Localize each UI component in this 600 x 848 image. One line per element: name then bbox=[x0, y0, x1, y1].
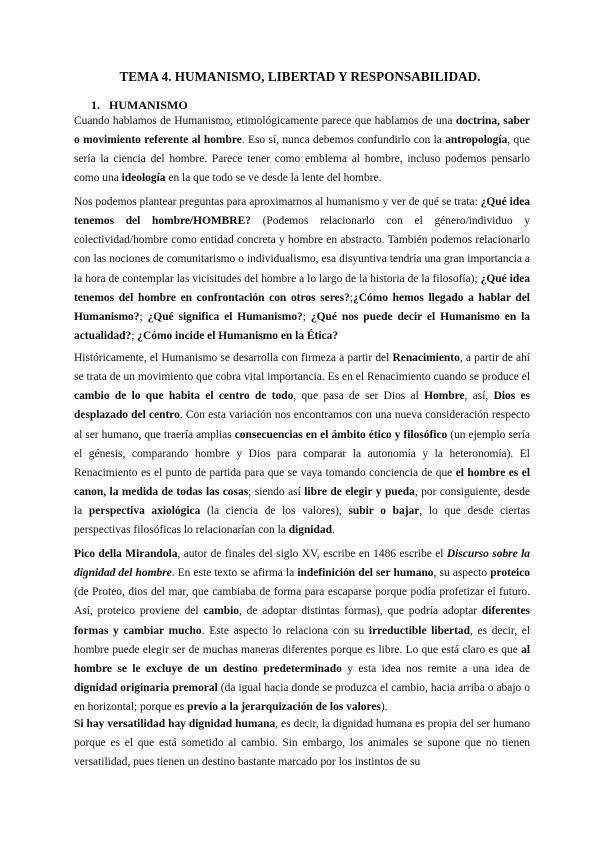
text-run: ; bbox=[139, 310, 148, 323]
text-run: , así, bbox=[464, 390, 494, 403]
emphasis-bold: ¿Qué idea tenemos del hombre en confrontación con otros seres? bbox=[74, 272, 530, 304]
emphasis-bold: perspectiva axiológica bbox=[88, 505, 201, 518]
emphasis-bold: Si hay versatilidad hay dignidad humana bbox=[74, 718, 276, 730]
emphasis-bold: irreductible libertad bbox=[368, 624, 470, 637]
emphasis-bold: proteico bbox=[490, 567, 530, 580]
emphasis-bold: libre de elegir y pueda bbox=[304, 486, 415, 499]
emphasis-bold: doctrina, saber o movimiento referente al hombre bbox=[74, 115, 530, 147]
text-run: y esta idea nos remite a una idea de bbox=[341, 662, 530, 675]
text-run: ; bbox=[131, 330, 138, 343]
paragraph bbox=[74, 545, 530, 717]
emphasis-bold: Dios es desplazado del centro bbox=[74, 390, 530, 422]
emphasis-bold: el hombre es el canon, la medida de todas las cosas bbox=[74, 466, 530, 499]
emphasis-bold: indefinición del ser humano bbox=[297, 567, 434, 580]
text-run: ; bbox=[302, 310, 311, 323]
text-run: , autor de finales del siglo XV, escribe en 1486 escribe el bbox=[177, 548, 447, 560]
text-run: , que sería la ciencia del hombre. Parece tener como emblema al hombre, incluso podemos pensarlo como una bbox=[74, 134, 531, 185]
text-run: (de Proteo, dios del mar, que cambiaba de forma para escaparse porque podía profetizar el futuro. Así, proteico proviene del bbox=[74, 586, 530, 618]
emphasis-bold: cambio de lo que habita el centro de todo bbox=[74, 390, 294, 403]
paragraph bbox=[74, 715, 530, 772]
emphasis-bold: previo a la jerarquización de los valores bbox=[187, 701, 381, 714]
text-run: (da igual hacia donde se produzca el cambio, hacia arriba o abajo o en horizontal; porque es bbox=[74, 682, 530, 714]
text-run: Cuando hablamos de Humanismo, etimológicamente parece que hablamos de una bbox=[74, 115, 456, 127]
emphasis-bold: ¿Qué idea tenemos del hombre/HOMBRE? bbox=[74, 196, 530, 228]
text-run: (Podemos relacionarlo con el género/individuo y colectividad/hombre como entidad concreta y hombre en abstracto. También podemos relacionarlo con las nociones de comunitarismo o individualismo, esa disyuntiva tendría una gran importancia a la hora de contemplar las vicisitudes del hombre a lo largo de la historia de la filosofía); bbox=[74, 215, 530, 285]
emphasis-bold: dignidad originaria premoral bbox=[74, 682, 218, 695]
text-run: . Eso sí, nunca debemos confundirlo con la bbox=[241, 134, 446, 147]
text-run: , que pasa de ser Dios al bbox=[293, 390, 425, 403]
emphasis-bold: ideología bbox=[121, 172, 166, 185]
emphasis-bold: ¿Cómo hemos llegado a hablar del Humanismo? bbox=[74, 291, 530, 323]
emphasis-bold: dignidad bbox=[288, 524, 332, 537]
paragraph bbox=[74, 193, 530, 346]
text-run: . Este aspecto lo relaciona con su bbox=[201, 624, 369, 637]
text-run: (la ciencia de los valores), bbox=[200, 505, 349, 518]
document-title: TEMA 4. HUMANISMO, LIBERTAD Y RESPONSABILIDAD. bbox=[119, 69, 481, 84]
text-run: , a partir de ahí se trata de un movimiento que cobra vital importancia. Es en el Renacimiento cuando se produce el bbox=[74, 352, 530, 384]
text-run: . Con esta variación nos encontramos con una nueva consideración respecto al ser humano, que traería amplias bbox=[74, 409, 530, 441]
section-heading bbox=[91, 98, 188, 113]
emphasis-bold: ¿Qué significa el Humanismo? bbox=[147, 310, 303, 323]
emphasis-bold: diferentes formas y cambiar mucho bbox=[74, 605, 530, 637]
text-run: , lo que desde ciertas perspectivas filosóficas lo relacionarían con la bbox=[74, 505, 531, 537]
emphasis-bold: subir o bajar bbox=[348, 505, 420, 518]
emphasis-bold: ¿Cómo incide el Humanismo en la Ética? bbox=[137, 330, 339, 343]
text-run: , por consiguiente, desde la bbox=[74, 486, 530, 518]
text-run: , es decir, el hombre puede elegir ser de muchas maneras diferentes porque es libre. Lo que está claro es que bbox=[74, 624, 531, 656]
text-run: . En este texto se afirma la bbox=[171, 567, 298, 580]
emphasis-bold: al hombre se le excluye de un destino predeterminado bbox=[74, 643, 530, 675]
text-run: , de adoptar distintas formas), que podría adoptar bbox=[239, 605, 482, 618]
emphasis-bold: cambio bbox=[203, 605, 239, 618]
text-run: . bbox=[331, 524, 335, 537]
text-run: ; siendo así bbox=[248, 486, 305, 499]
paragraph bbox=[74, 112, 530, 189]
emphasis-bold: Pico della Mirandola bbox=[74, 548, 178, 560]
emphasis-bold: antropología bbox=[445, 134, 508, 147]
section-heading-text: HUMANISMO bbox=[109, 98, 188, 112]
text-run: en la que todo se ve desde la lente del hombre. bbox=[165, 172, 382, 185]
text-run: (un ejemplo sería el génesis, comparando hombre y Dios para comparar la autonomía y la heteronomía). El Renacimiento es el punto de partida para que se vaya tomando conciencia de que bbox=[74, 428, 530, 479]
emphasis-italic: Discurso sobre la dignidad del hombre bbox=[74, 548, 531, 580]
emphasis-bold: ¿Qué nos puede decir el Humanismo en la actualidad? bbox=[74, 310, 531, 343]
text-run: Históricamente, el Humanismo se desarrolla con firmeza a partir del bbox=[74, 352, 393, 364]
text-run: , su aspecto bbox=[433, 567, 491, 580]
emphasis-bold: Hombre bbox=[424, 390, 465, 403]
text-run: Nos podemos plantear preguntas para aproximarnos al humanismo y ver de qué se trata: bbox=[74, 196, 481, 208]
paragraph bbox=[74, 349, 530, 541]
text-run: ). bbox=[380, 701, 388, 714]
section-number: 1. bbox=[91, 98, 100, 112]
text-run: ; bbox=[349, 291, 354, 304]
text-run: , es decir, la dignidad humana es propia del ser humano porque es el que está sometido al cambio. Sin embargo, los animales se supone que no tienen versatilidad, pues tienen un destino bastante marcado por los instintos de su bbox=[74, 718, 530, 769]
emphasis-bold: consecuencias en el ámbito ético y filosófico bbox=[234, 428, 448, 441]
emphasis-bold: Renacimiento bbox=[392, 352, 460, 364]
